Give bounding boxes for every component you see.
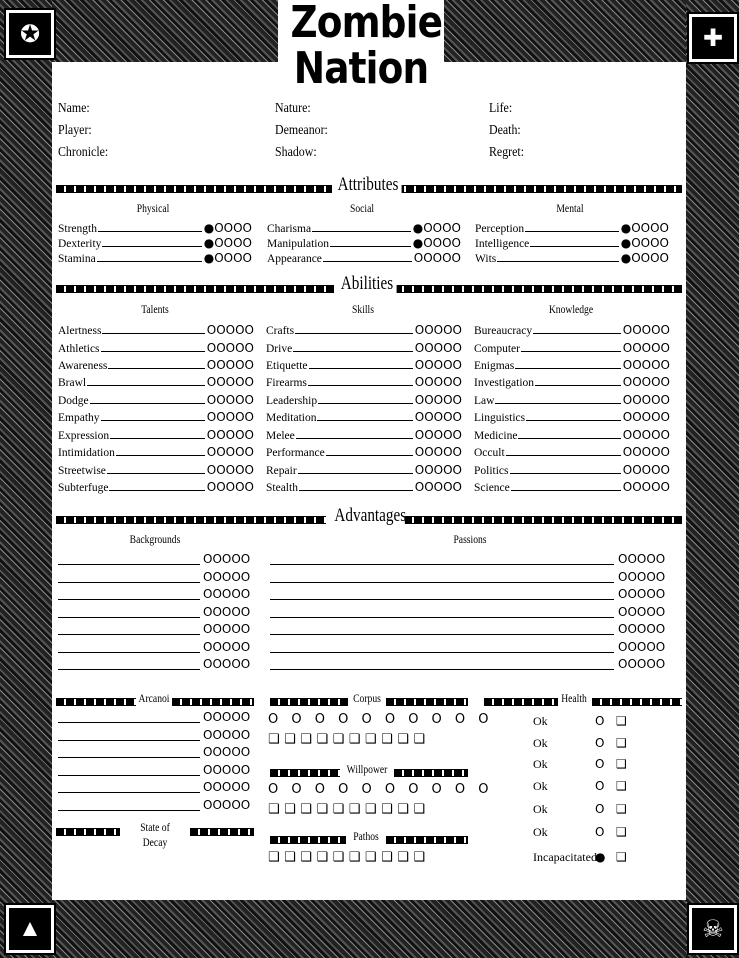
ability-label: Medicine	[474, 430, 518, 442]
rating-dots[interactable]: OOOOO	[622, 358, 670, 372]
ability-label: Stealth	[266, 482, 298, 494]
pathos-boxes[interactable]: ❑❑❑❑❑❑❑❑❑❑	[268, 850, 430, 865]
rating-dots[interactable]: OOOOO	[414, 480, 462, 494]
fill-line	[515, 368, 621, 369]
info-field-label[interactable]: Death:	[489, 123, 521, 138]
passion-line[interactable]	[270, 564, 614, 565]
attribute-row[interactable]	[475, 220, 669, 235]
fill-line	[530, 246, 618, 247]
fill-line	[511, 490, 621, 491]
ability-column-title: Skills	[352, 302, 374, 316]
fill-line	[102, 246, 201, 247]
passion-dots[interactable]: OOOOO	[618, 604, 666, 619]
info-field-label[interactable]: Nature:	[275, 101, 311, 116]
health-level-marker[interactable]: O	[595, 757, 605, 771]
arcanoi-dots[interactable]: OOOOO	[203, 710, 251, 724]
attribute-label: Charisma	[267, 223, 312, 235]
arcanoi-line[interactable]	[58, 810, 200, 811]
ability-row[interactable]	[58, 392, 254, 407]
attribute-label: Strength	[58, 223, 97, 235]
ability-label: Streetwise	[58, 465, 106, 477]
fill-line	[108, 368, 204, 369]
rating-dots[interactable]: OOOOO	[622, 480, 670, 494]
attribute-label: Perception	[475, 223, 525, 235]
rating-dots[interactable]: OOOOO	[414, 358, 462, 372]
ability-row[interactable]	[266, 374, 462, 389]
ability-row[interactable]	[474, 374, 670, 389]
chain-divider	[396, 185, 682, 193]
health-title: Health	[561, 691, 587, 705]
fill-line	[110, 438, 205, 439]
ability-row[interactable]	[474, 357, 670, 372]
ability-label: Drive	[266, 343, 293, 355]
passion-line[interactable]	[270, 669, 614, 670]
fill-line	[521, 351, 621, 352]
arcanoi-title: Arcanoi	[138, 691, 170, 705]
ability-row[interactable]	[266, 340, 462, 355]
abilities-heading: Abilities	[337, 273, 396, 295]
passion-line[interactable]	[270, 599, 614, 600]
background-line[interactable]	[58, 669, 200, 670]
fill-line	[293, 351, 413, 352]
rating-dots[interactable]: ●OOOO	[203, 236, 252, 250]
background-line[interactable]	[58, 599, 200, 600]
corpus-circles[interactable]: O O O O O O O O O O	[268, 712, 494, 727]
rating-dots[interactable]: OOOOO	[206, 375, 254, 389]
ability-label: Dodge	[58, 395, 89, 407]
health-level-marker[interactable]: ●	[595, 850, 606, 864]
ability-row[interactable]	[58, 479, 254, 494]
health-checkbox[interactable]: ❑	[616, 802, 627, 816]
fill-line	[312, 231, 411, 232]
backgrounds-title: Backgrounds	[129, 532, 181, 546]
arcanoi-line[interactable]	[58, 757, 200, 758]
ability-row[interactable]	[474, 409, 670, 424]
passion-dots[interactable]: OOOOO	[618, 639, 666, 654]
ability-label: Firearms	[266, 377, 307, 389]
rating-dots[interactable]: ●OOOO	[620, 251, 669, 265]
ability-label: Science	[474, 482, 510, 494]
ability-row[interactable]	[474, 462, 670, 477]
ability-row[interactable]	[266, 357, 462, 372]
health-level-label: Ok	[533, 757, 548, 771]
rating-dots[interactable]: OOOOO	[414, 341, 462, 355]
rating-dots[interactable]: OOOOO	[413, 251, 461, 265]
triangle-icon: ▲	[6, 905, 54, 953]
ability-column-title: Knowledge	[548, 302, 594, 316]
rating-dots[interactable]: OOOOO	[622, 393, 670, 407]
chain-divider	[172, 698, 254, 706]
passion-line[interactable]	[270, 634, 614, 635]
rating-dots[interactable]: OOOOO	[622, 410, 670, 424]
fill-line	[295, 333, 413, 334]
ability-label: Melee	[266, 430, 295, 442]
fill-line	[330, 246, 411, 247]
passion-dots[interactable]: OOOOO	[618, 622, 666, 636]
background-dots[interactable]: OOOOO	[203, 587, 251, 601]
passion-dots[interactable]: OOOOO	[618, 657, 666, 671]
fill-line	[298, 473, 413, 474]
rating-dots[interactable]: OOOOO	[622, 341, 670, 355]
health-checkbox[interactable]: ❑	[616, 714, 627, 728]
health-checkbox[interactable]: ❑	[616, 779, 627, 793]
rating-dots[interactable]: ●OOOO	[412, 221, 461, 235]
ability-row[interactable]	[58, 427, 254, 442]
passion-line[interactable]	[270, 652, 614, 653]
ability-label: Crafts	[266, 325, 295, 337]
willpower-boxes[interactable]: ❑❑❑❑❑❑❑❑❑❑	[268, 802, 430, 817]
ability-label: Alertness	[58, 325, 102, 337]
info-field-label[interactable]: Regret:	[489, 145, 525, 160]
rating-dots[interactable]: OOOOO	[206, 323, 254, 337]
ability-label: Performance	[266, 447, 325, 459]
attribute-row[interactable]	[58, 250, 252, 265]
fill-line	[326, 455, 413, 456]
title-line-1: Zombie	[290, 0, 443, 48]
ability-label: Enigmas	[474, 360, 515, 372]
fill-line	[526, 420, 621, 421]
rating-dots[interactable]: OOOOO	[414, 428, 462, 442]
chain-divider	[386, 698, 468, 706]
background-dots[interactable]: OOOOO	[203, 604, 251, 619]
rating-dots[interactable]: OOOOO	[414, 445, 462, 459]
background-dots[interactable]: OOOOO	[203, 552, 251, 566]
arcanoi-line[interactable]	[58, 740, 200, 741]
ability-label: Brawl	[58, 377, 87, 389]
rating-dots[interactable]: ●OOOO	[203, 221, 252, 235]
arcanoi-line[interactable]	[58, 775, 200, 776]
fill-line	[506, 455, 621, 456]
passions-title: Passions	[453, 532, 487, 546]
rating-dots[interactable]: OOOOO	[206, 480, 254, 494]
rating-dots[interactable]: ●OOOO	[412, 236, 461, 250]
attribute-column-title: Physical	[136, 201, 170, 215]
pathos-title: Pathos	[353, 829, 379, 843]
ability-label: Linguistics	[474, 412, 526, 424]
ability-label: Law	[474, 395, 495, 407]
ability-row[interactable]	[58, 444, 254, 459]
fill-line	[102, 333, 204, 334]
info-field-label[interactable]: Life:	[489, 101, 513, 116]
fill-line	[317, 420, 412, 421]
ability-row[interactable]	[474, 479, 670, 494]
rating-dots[interactable]: OOOOO	[206, 341, 254, 355]
ability-column-title: Talents	[141, 302, 169, 316]
ability-row[interactable]	[266, 444, 462, 459]
fill-line	[535, 385, 621, 386]
fill-line	[116, 455, 205, 456]
arcanoi-dots[interactable]: OOOOO	[203, 780, 251, 794]
ability-label: Repair	[266, 465, 297, 477]
corpus-boxes[interactable]: ❑❑❑❑❑❑❑❑❑❑	[268, 732, 430, 747]
fill-line	[308, 385, 413, 386]
chain-divider	[484, 698, 558, 706]
health-level-marker[interactable]: O	[595, 825, 605, 839]
rating-dots[interactable]: OOOOO	[622, 323, 670, 337]
attribute-row[interactable]	[267, 220, 461, 235]
rating-dots[interactable]: OOOOO	[206, 463, 254, 477]
fill-line	[101, 351, 205, 352]
ability-row[interactable]	[58, 409, 254, 424]
health-level-marker[interactable]: O	[595, 802, 605, 816]
health-level-label: Ok	[533, 779, 548, 793]
rating-dots[interactable]: ●OOOO	[620, 221, 669, 235]
attributes-heading: Attributes	[334, 174, 401, 196]
rating-dots[interactable]: OOOOO	[622, 463, 670, 477]
ability-row[interactable]	[474, 392, 670, 407]
arcanoi-line[interactable]	[58, 792, 200, 793]
health-level-marker[interactable]: O	[595, 779, 605, 793]
attribute-row[interactable]	[475, 235, 669, 250]
state-of-decay-title: State of Decay	[140, 820, 170, 849]
background-dots[interactable]: OOOOO	[203, 569, 251, 584]
corpus-title: Corpus	[353, 691, 381, 705]
ability-label: Leadership	[266, 395, 318, 407]
passion-line[interactable]	[270, 582, 614, 583]
star-icon: ✪	[6, 10, 54, 58]
chain-divider	[270, 836, 346, 844]
attribute-row[interactable]	[58, 220, 252, 235]
bottom-border-art	[0, 900, 739, 958]
ability-row[interactable]	[266, 462, 462, 477]
health-checkbox[interactable]: ❑	[616, 825, 627, 839]
chain-divider	[56, 285, 334, 293]
attribute-label: Manipulation	[267, 238, 329, 250]
ability-row[interactable]	[266, 392, 462, 407]
attribute-row[interactable]	[267, 250, 461, 265]
ability-label: Intimidation	[58, 447, 115, 459]
info-field-label[interactable]: Chronicle:	[58, 145, 109, 160]
ability-row[interactable]	[58, 462, 254, 477]
background-line[interactable]	[58, 564, 200, 565]
ability-row[interactable]	[474, 322, 670, 337]
background-dots[interactable]: OOOOO	[203, 622, 251, 636]
info-field-label[interactable]: Player:	[58, 123, 92, 138]
health-level-label: Ok	[533, 802, 548, 816]
ability-label: Investigation	[474, 377, 535, 389]
rating-dots[interactable]: OOOOO	[414, 375, 462, 389]
health-checkbox[interactable]: ❑	[616, 757, 627, 771]
info-field-label[interactable]: Demeanor:	[275, 123, 328, 138]
fill-line	[90, 403, 205, 404]
arcanoi-dots[interactable]: OOOOO	[203, 762, 251, 777]
ability-row[interactable]	[266, 427, 462, 442]
ability-label: Awareness	[58, 360, 108, 372]
rating-dots[interactable]: OOOOO	[414, 393, 462, 407]
chain-divider	[592, 698, 682, 706]
health-checkbox[interactable]: ❑	[616, 850, 627, 864]
health-level-marker[interactable]: O	[595, 736, 605, 750]
chain-divider	[394, 285, 682, 293]
attribute-label: Stamina	[58, 253, 96, 265]
attribute-label: Appearance	[267, 253, 322, 265]
health-level-label: Incapacitated	[533, 850, 597, 864]
fill-line	[318, 403, 413, 404]
ability-row[interactable]	[474, 340, 670, 355]
ability-row[interactable]	[266, 322, 462, 337]
fill-line	[101, 420, 205, 421]
arcanoi-dots[interactable]: OOOOO	[203, 727, 251, 742]
passion-line[interactable]	[270, 617, 614, 618]
rating-dots[interactable]: ●OOOO	[203, 251, 252, 265]
background-line[interactable]	[58, 617, 200, 618]
background-dots[interactable]: OOOOO	[203, 657, 251, 671]
attribute-label: Intelligence	[475, 238, 530, 250]
logo-title	[278, 0, 444, 96]
ability-label: Computer	[474, 343, 520, 355]
fill-line	[109, 490, 204, 491]
background-line[interactable]	[58, 652, 200, 653]
fill-line	[97, 261, 202, 262]
rating-dots[interactable]: OOOOO	[622, 428, 670, 442]
ability-row[interactable]	[58, 322, 254, 337]
ability-label: Etiquette	[266, 360, 308, 372]
title-line-2: Nation	[293, 43, 429, 94]
ability-label: Meditation	[266, 412, 317, 424]
fill-line	[309, 368, 413, 369]
rating-dots[interactable]: OOOOO	[414, 410, 462, 424]
rating-dots[interactable]: OOOOO	[206, 393, 254, 407]
attribute-column-title: Mental	[556, 201, 584, 215]
chain-divider	[56, 185, 332, 193]
ability-row[interactable]	[474, 427, 670, 442]
chain-divider	[56, 828, 120, 836]
ability-row[interactable]	[58, 357, 254, 372]
rating-dots[interactable]: OOOOO	[622, 445, 670, 459]
health-level-marker[interactable]: O	[595, 714, 605, 728]
health-level-label: Ok	[533, 736, 548, 750]
willpower-circles[interactable]: O O O O O O O O O O	[268, 782, 494, 797]
chain-divider	[386, 836, 468, 844]
chain-divider	[270, 698, 348, 706]
health-level-label: Ok	[533, 825, 548, 839]
skull-icon: ☠	[689, 905, 737, 953]
attribute-row[interactable]	[267, 235, 461, 250]
ability-row[interactable]	[266, 409, 462, 424]
chain-divider	[394, 769, 468, 777]
fill-line	[518, 438, 620, 439]
background-dots[interactable]: OOOOO	[203, 639, 251, 654]
ability-row[interactable]	[58, 340, 254, 355]
arcanoi-line[interactable]	[58, 722, 200, 723]
fill-line	[98, 231, 202, 232]
fill-line	[107, 473, 205, 474]
rating-dots[interactable]: OOOOO	[206, 445, 254, 459]
health-level-label: Ok	[533, 714, 548, 728]
fill-line	[299, 490, 413, 491]
ability-label: Athletics	[58, 343, 100, 355]
rating-dots[interactable]: OOOOO	[414, 323, 462, 337]
rating-dots[interactable]: OOOOO	[622, 375, 670, 389]
passion-dots[interactable]: OOOOO	[618, 587, 666, 601]
ability-label: Bureaucracy	[474, 325, 533, 337]
rating-dots[interactable]: OOOOO	[414, 463, 462, 477]
info-field-label[interactable]: Name:	[58, 101, 90, 116]
chain-divider	[56, 698, 136, 706]
chain-divider	[270, 769, 340, 777]
arcanoi-dots[interactable]: OOOOO	[203, 797, 251, 812]
cross-icon: ✚	[689, 14, 737, 62]
left-border-art	[0, 0, 52, 958]
attribute-label: Dexterity	[58, 238, 102, 250]
fill-line	[510, 473, 621, 474]
rating-dots[interactable]: OOOOO	[206, 410, 254, 424]
chain-divider	[404, 516, 682, 524]
info-field-label[interactable]: Shadow:	[275, 145, 317, 160]
right-border-art	[686, 0, 739, 958]
advantages-heading: Advantages	[331, 505, 405, 527]
background-line[interactable]	[58, 582, 200, 583]
attribute-column-title: Social	[350, 201, 374, 215]
fill-line	[497, 261, 618, 262]
ability-row[interactable]	[58, 374, 254, 389]
ability-row[interactable]	[266, 479, 462, 494]
fill-line	[495, 403, 620, 404]
chain-divider	[190, 828, 254, 836]
health-checkbox[interactable]: ❑	[616, 736, 627, 750]
fill-line	[323, 261, 412, 262]
fill-line	[296, 438, 413, 439]
attribute-row[interactable]	[475, 250, 669, 265]
fill-line	[533, 333, 621, 334]
rating-dots[interactable]: OOOOO	[206, 358, 254, 372]
attribute-label: Wits	[475, 253, 497, 265]
background-line[interactable]	[58, 634, 200, 635]
passion-dots[interactable]: OOOOO	[618, 569, 666, 584]
rating-dots[interactable]: OOOOO	[206, 428, 254, 442]
fill-line	[87, 385, 205, 386]
willpower-title: Willpower	[346, 762, 388, 776]
fill-line	[525, 231, 619, 232]
attribute-row[interactable]	[58, 235, 252, 250]
arcanoi-dots[interactable]: OOOOO	[203, 745, 251, 759]
ability-label: Expression	[58, 430, 110, 442]
chain-divider	[56, 516, 326, 524]
rating-dots[interactable]: ●OOOO	[620, 236, 669, 250]
passion-dots[interactable]: OOOOO	[618, 552, 666, 566]
ability-label: Politics	[474, 465, 509, 477]
ability-label: Occult	[474, 447, 505, 459]
ability-row[interactable]	[474, 444, 670, 459]
ability-label: Subterfuge	[58, 482, 109, 494]
ability-label: Empathy	[58, 412, 100, 424]
